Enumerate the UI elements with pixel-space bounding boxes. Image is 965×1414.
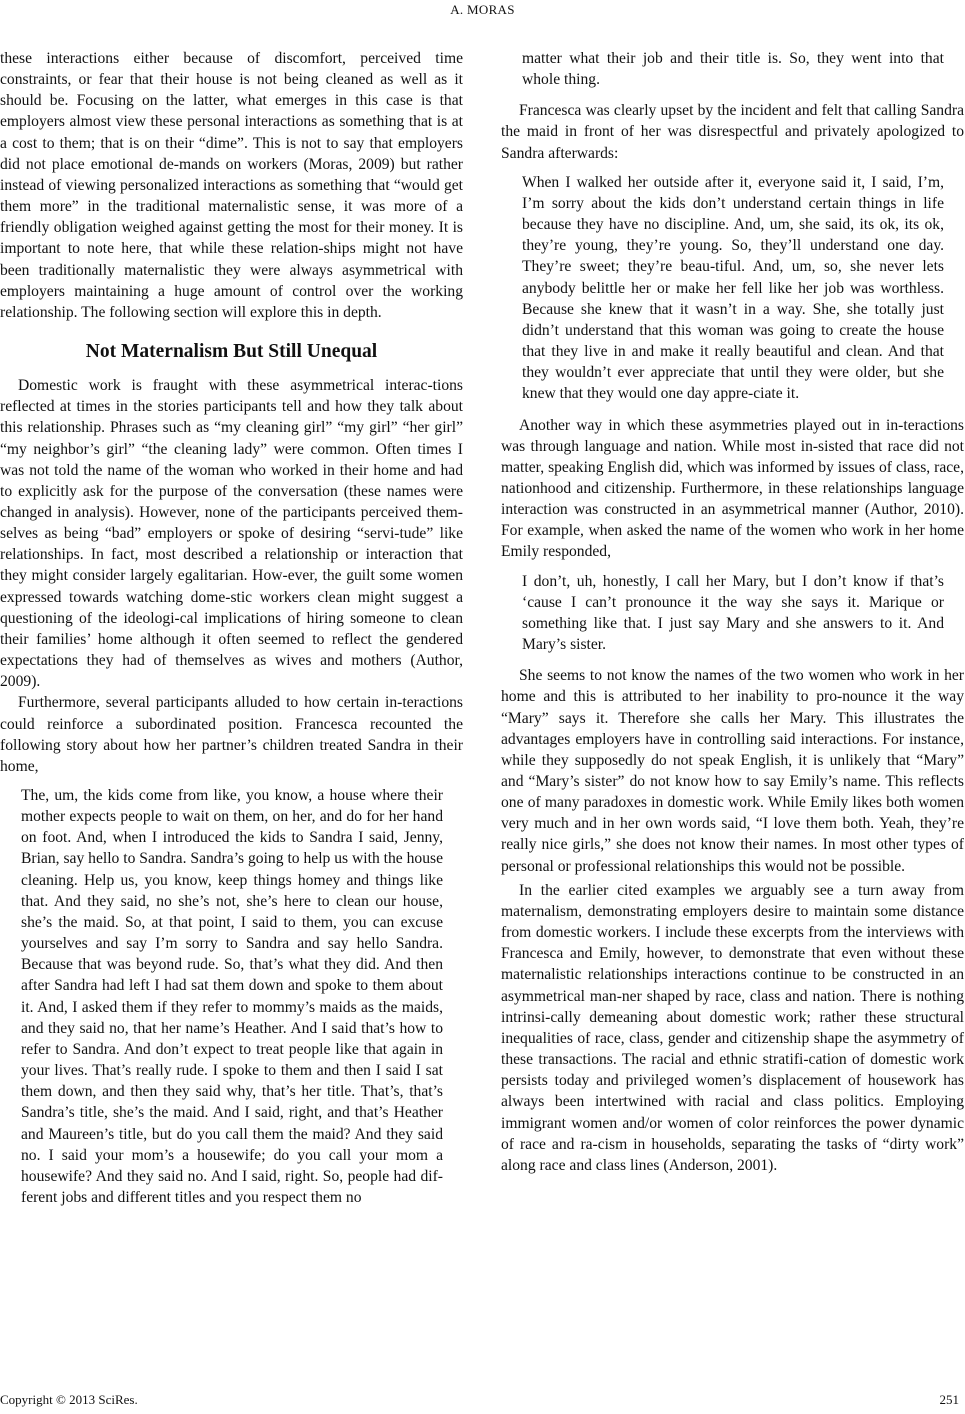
- block-quote: I don’t, uh, honestly, I call her Mary, but I don’t know if that’s ‘cause I can’t pronounce it the way she says it. Marique or something like that. I just say Mary and she answers to it. And Mary’s sister.: [522, 572, 944, 654]
- paragraph: Francesca was clearly upset by the incident and felt that calling Sandra the maid in front of her was disrespectful and privately apologized to Sandra afterwards:: [501, 102, 964, 162]
- left-column: [0, 48, 463, 1218]
- paragraph: Furthermore, several participants alluded to how certain in-teractions could reinforce a subordinated position. Francesca recounted the following story about how her partner’s children treated Sandra in their home,: [0, 694, 463, 775]
- running-head: A. MORAS: [450, 2, 515, 17]
- block-quote: The, um, the kids come from like, you know, a house where their mother expects people to wait on them, on her, and do for her hand on foot. And, when I introduced the kids to Sandra I said, Jenny, Brian, say hello to Sandra. Sandra’s going to help us with the house cleaning. Help us, you know, keep things homey and things like that. And they said, no she’s not, she’s here to clean our house, she’s the maid. So, at that point, I said to them, you can excuse yourselves and say I’m sorry to Sandra and say hello Sandra. Because that was beyond rude. So, that’s what they did. And then after Sandra had left I had sat them down and spoke to them about it. And, I asked them if they refer to mommy’s maids as the maids, and they said no, that her name’s Heather. And I said that’s how to refer to Sandra. And don’t expect to treat people like that again in your lives. That’s really rude. I spoke to them and then I said I sat them down, and then they said why, that’s her title. That’s, that’s Sandra’s title, she’s the maid. And I said, right, and that’s Heather and Maureen’s title, but do you call them the maid? And they said no. I said your mom’s a housewife; do you call your mom a housewife? And they said no. And I said, right. So, people had dif-ferent jobs and different titles and you respect them no: [21, 787, 443, 1206]
- paragraph: Another way in which these asymmetries played out in in-teractions was through language and nation. While most in-sisted that race did not matter, speaking English did, which was informed by issues of class, race, nationhood and citizenship. Furthermore, in these relationships language interaction was constructed in an asymmetrical manner (Author, 2010). For example, when asked the name of the women who work in her home Emily responded,: [501, 416, 964, 561]
- section-title: Not Maternalism But Still Unequal: [85, 341, 378, 363]
- block-quote: When I walked her outside after it, everyone said it, I said, I’m, I’m sorry about the kids don’t understand certain things in life because they have no discipline. And, um, she said, its ok, its ok, they’re young, they’re young. So, they’ll understand one day. They’re sweet; they’re beau-tiful. And, um, so, she never lets anybody belittle her or make her fell like her job was worthless. Because she knew that it wasn’t in a way. She, she totally just didn’t understand that this woman was going to create the house that they live in and make it really beautiful and clean. And that they wouldn’t ever appreciate that until they were older, but she knew that they would one day appre-ciate it.: [522, 173, 944, 403]
- page-number: 251: [939, 1392, 959, 1407]
- copyright-notice: Copyright © 2013 SciRes.: [0, 1392, 138, 1407]
- paragraph: these interactions either because of discomfort, perceived time constraints, or fear that their house is not being cleaned as well as it should be. Focusing on the latter, what emerges in this case is that employers almost view these personal interactions as something that is at a cost to them; that is on their “dime”. This is not to say that employers did not place emotional de-mands on workers (Moras, 2009) but rather instead of viewing personalized interactions as something that “would get them more” in the traditional maternalistic sense, it was more of a friendly obligation weighed against getting the most for their money. It is important to note here, that while these relation-ships might not have been traditionally maternalistic they were always asymmetrical with employers maintaining a huge amount of control over the working relationship. The following section will explore this in depth.: [0, 50, 463, 321]
- paragraph: In the earlier cited examples we arguably see a turn away from maternalism, demonstrating employers desire to maintain some distance from domestic workers. I include these excerpts from the interviews with Francesca and Emily, however, to demonstrate that even without these maternalistic relationships interactions continue to be constructed in an asymmetrical man-ner shaped by race, class and nation. There is nothing intrinsi-cally demeaning about domestic work; rather these structural inequalities of race, class, gender and citizenship shape the asymmetry of these transactions. The racial and ethnic stratifi-cation of domestic work persists today and privileged women’s displacement of housework has always been intertwined with racial and class politics. Employing immigrant women and/or women of color reinforces the power dynamic of race and ra-cism in households, separating the tasks of “dirty work” along race and class lines (Anderson, 2001).: [501, 881, 964, 1174]
- block-quote-continued: matter what their job and their title is. So, they went into that whole thing.: [522, 50, 944, 89]
- paragraph: Domestic work is fraught with these asymmetrical interac-tions reflected at times in the stories participants tell and how they talk about this relationship. Phrases such as “my cleaning girl” “my girl” “her girl” “my neighbor’s girl” “the cleaning lady” were common. Often times I was not told the name of the woman who worked in their home and had to explicitly ask for the purpose of the conversation (these names were changed in analysis). However, none of the participants perceived them-selves as being “bad” employers or spoke of desiring “servi-tude” like relationships. In fact, most described a relationship or interaction that they might consider largely egalitarian. How-ever, the guilt some women expressed towards watching dome-stic workers clean might suggest a questioning of the ideologi-cal implications of hiring someone to clean their families’ home although it often seemed to reflect the gendered expectations they had of themselves as wives and mothers (Author, 2009).: [0, 377, 463, 691]
- right-column: [501, 48, 964, 1176]
- paragraph: She seems to not know the names of the two women who work in her home and this is attributed to her inability to pro-nounce it the way “Mary” says it. Therefore she calls her Mary. This illustrates the advantages employers have in controlling said interactions. For instance, while they supposedly do not speak English, it is unlikely that “Mary” and “Mary’s sister” do not know how to say Emily’s name. This reflects one of many paradoxes in domestic work. While Emily likes both women very much and in her own words said, “I love them both. Yeah, they’re really nice girls,” she does not know their names. In most other types of personal or professional relationships this would not be possible.: [501, 667, 964, 875]
